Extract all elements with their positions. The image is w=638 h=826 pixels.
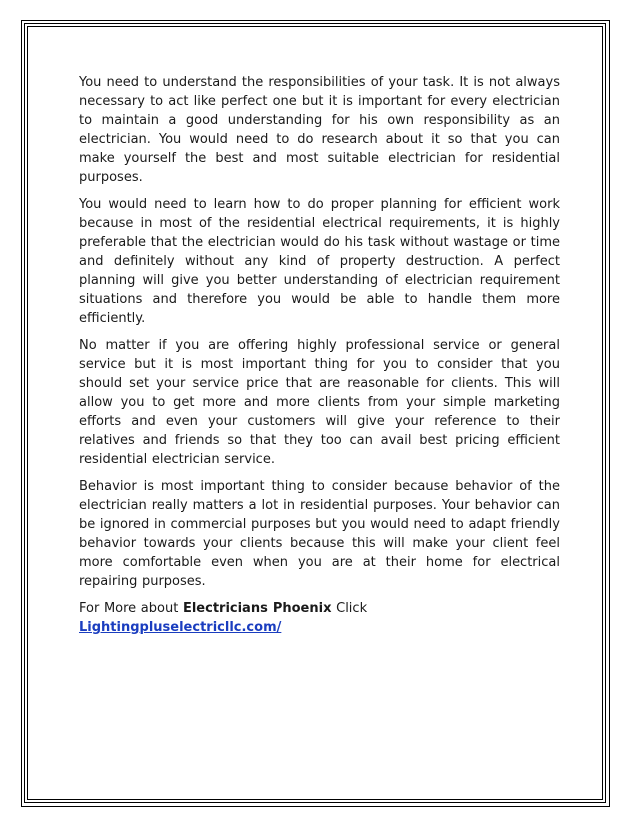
paragraph-3: No matter if you are offering highly professional service or general service but it is most important thing for you to consider that you should set your service price that are reasonable for clients. This will allow you to get more and more clients from your simple marketing efforts and even your customers will give your reference to their relatives and friends so that they too can avail best pricing efficient residential electrician service. bbox=[79, 338, 560, 467]
document-body bbox=[79, 73, 560, 637]
paragraph-4: Behavior is most important thing to consider because behavior of the electrician really matters a lot in residential purposes. Your behavior can be ignored in commercial purposes but you would need to adapt friendly behavior towards your clients because this will make your client feel more comfortable even when you are at their home for electrical repairing purposes. bbox=[79, 479, 560, 589]
paragraph-1: You need to understand the responsibilities of your task. It is not always necessary to act like perfect one but it is important for every electrician to maintain a good understanding for his own responsibility as an electrician. You would need to do research about it so that you can make yourself the best and most suitable electrician for residential purposes. bbox=[79, 75, 560, 185]
footer-line bbox=[79, 599, 560, 637]
footer-prefix: For More about bbox=[79, 601, 183, 616]
website-link[interactable]: Lightingpluselectricllc.com/ bbox=[79, 620, 282, 635]
paragraph-2: You would need to learn how to do proper planning for efficient work because in most of the residential electrical requirements, it is highly preferable that the electrician would do his task without wastage or time and definitely without any kind of property destruction. A perfect planning will give you better understanding of electrician requirement situations and therefore you would be able to handle them more efficiently. bbox=[79, 197, 560, 326]
footer-bold-keyword: Electricians Phoenix bbox=[182, 601, 332, 616]
footer-middle: Click bbox=[331, 601, 368, 616]
